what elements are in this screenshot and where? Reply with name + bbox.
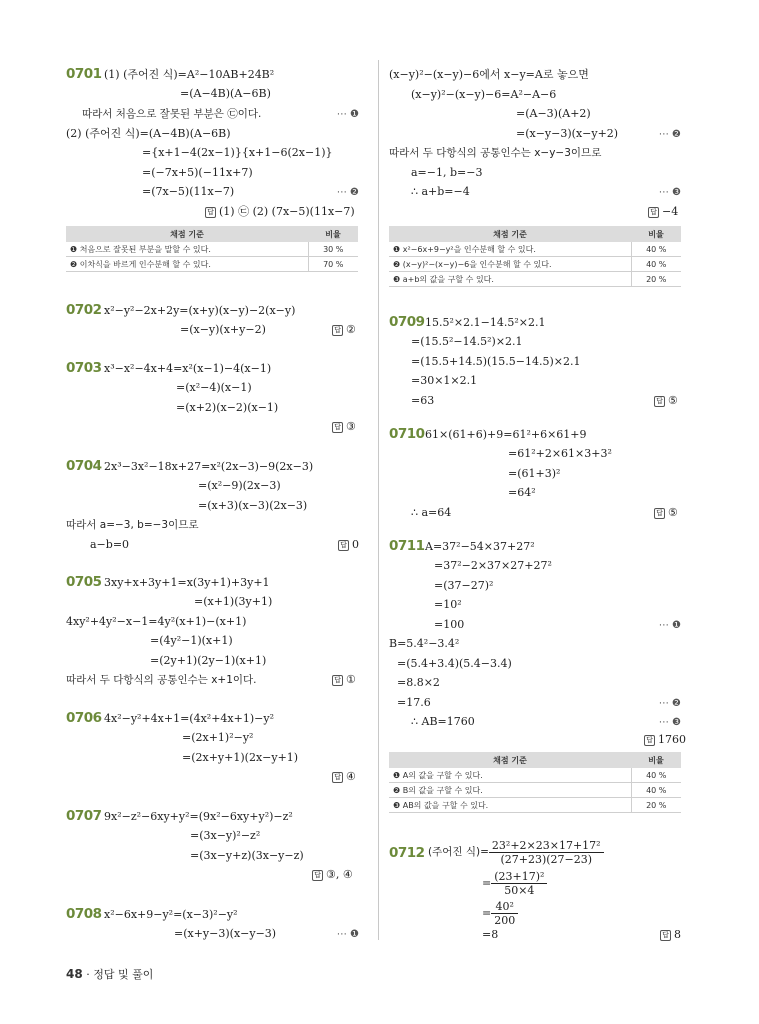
fraction: $\frac{\text{(23+17)²}}{50\times 4}$ (491, 870, 547, 897)
answer: 답 ② (332, 323, 356, 337)
table-header: 채점 기준 (389, 226, 631, 242)
solution-line: a=−1, b=−3 (411, 166, 483, 179)
solution-line: 따라서 두 다항식의 공통인수는 x+1이다. (66, 674, 257, 686)
answer: 답 (1) ㉢ (2) (7x−5)(11x−7) (205, 205, 355, 219)
solution-line: =37²−2×37×27+27² (434, 559, 552, 572)
fraction: $\frac{\text{23²+2×23×17+17²}}{(27+23)(27-23)}$ (489, 839, 604, 866)
step-marker: ⋯ ❷ (658, 698, 681, 709)
answer-icon: 답 (648, 207, 659, 218)
solution-line: =(5.4+3.4)(5.4−3.4) (397, 657, 512, 670)
problem-number: 0708 (66, 906, 102, 922)
solution-line: ∴ a=64 (411, 506, 452, 519)
answer: 답 0 (338, 538, 359, 552)
page-footer (66, 966, 153, 982)
table-row: ❸ AB의 값을 구할 수 있다. 20 % (389, 798, 681, 813)
problem-number: 0707 (66, 808, 102, 824)
solution-line: x³−x²−4x+4=x²(x−1)−4(x−1) (104, 362, 272, 375)
solution-line: =(2x+1)²−y² (182, 731, 254, 744)
solution-line: =(2y+1)(2y−1)(x+1) (150, 654, 267, 667)
answer-icon: 답 (312, 870, 323, 881)
answer: 답 ④ (332, 770, 356, 784)
solution-line: =(x−y−3)(x−y+2) (516, 127, 619, 140)
answer: 답 −4 (648, 205, 678, 219)
solution-line: =8 (482, 928, 499, 941)
answer: 답 ① (332, 673, 356, 687)
table-row: ❷ B의 값을 구할 수 있다. 40 % (389, 783, 681, 798)
table-row: ❶ A의 값을 구할 수 있다. 40 % (389, 768, 681, 783)
table-header: 비율 (631, 752, 681, 768)
problem-number: 0705 (66, 574, 102, 590)
table-row: ❶ 처음으로 잘못된 부분을 말할 수 있다. 30 % (66, 242, 358, 257)
step-marker: ⋯ ❷ (658, 129, 681, 140)
answer: 답 ③, ④ (312, 868, 353, 882)
solution-line: =(4y²−1)(x+1) (150, 634, 233, 647)
solution-line: =8.8×2 (397, 676, 440, 689)
solution-line: =(x+3)(x−3)(2x−3) (198, 499, 308, 512)
solution-line: =(x²−9)(2x−3) (198, 479, 281, 492)
problem-number: 0709 (389, 314, 425, 330)
solution-line: =(37−27)² (434, 579, 494, 592)
step-marker: ⋯ ❶ (336, 109, 359, 120)
problem-number: 0701 (66, 66, 102, 82)
answer: 답 8 (660, 928, 681, 942)
solution-line: =63 (411, 394, 435, 407)
solution-line: =100 (434, 618, 465, 631)
solution-line: 2x³−3x²−18x+27=x²(2x−3)−9(2x−3) (104, 460, 314, 473)
solution-line: =(A−3)(A+2) (516, 107, 591, 120)
table-row: ❷ 이차식을 바르게 인수분해 할 수 있다. 70 % (66, 257, 358, 272)
solution-line: =(x+2)(x−2)(x−1) (176, 401, 279, 414)
footer-title: 정답 및 풀이 (93, 968, 154, 981)
answer-icon: 답 (660, 930, 671, 941)
footer-separator: · (86, 968, 90, 981)
solution-line: x²−6x+9−y²=(x−3)²−y² (104, 908, 238, 921)
solution-line: =(x+1)(3y+1) (194, 595, 273, 608)
answer: 답 1760 (644, 733, 686, 747)
answer-icon: 답 (338, 540, 349, 551)
step-marker: ⋯ ❷ (336, 187, 359, 198)
problem-number: 0711 (389, 538, 425, 554)
solution-line: =(15.5²−14.5²)×2.1 (411, 335, 523, 348)
problem-number: 0703 (66, 360, 102, 376)
solution-line: =(2x+y+1)(2x−y+1) (182, 751, 299, 764)
solution-line: (1) (주어진 식)=A²−10AB+24B² (104, 68, 275, 81)
solution-line: 15.5²×2.1−14.5²×2.1 (425, 316, 546, 329)
solution-line: =(3x−y+z)(3x−y−z) (190, 849, 304, 862)
solution-line: 4xy²+4y²−x−1=4y²(x+1)−(x+1) (66, 615, 247, 628)
solution-line: a−b=0 (90, 538, 130, 551)
solution-line: ∴ a+b=−4 (411, 185, 470, 198)
answer-icon: 답 (332, 422, 343, 433)
table-row: ❸ a+b의 값을 구할 수 있다. 20 % (389, 272, 681, 287)
solution-line: 9x²−z²−6xy+y²=(9x²−6xy+y²)−z² (104, 810, 293, 823)
solution-line: = $\frac{\text{40²}}{200}$ (482, 900, 518, 927)
step-marker: ⋯ ❶ (658, 620, 681, 631)
solution-line: =17.6 (397, 696, 431, 709)
answer-icon: 답 (644, 735, 655, 746)
table-row: ❷ (x−y)²−(x−y)−6을 인수분해 할 수 있다. 40 % (389, 257, 681, 272)
answer-icon: 답 (654, 396, 665, 407)
solution-line: 4x²−y²+4x+1=(4x²+4x+1)−y² (104, 712, 274, 725)
solution-line: =(x−y)(x+y−2) (180, 323, 266, 336)
solution-line: 따라서 처음으로 잘못된 부분은 ㉢이다. (82, 108, 262, 120)
answer: 답 ③ (332, 420, 356, 434)
problem-number: 0712 (389, 845, 425, 861)
column-divider (378, 60, 379, 940)
step-marker: ⋯ ❸ (658, 187, 681, 198)
solution-line: 3xy+x+3y+1=x(3y+1)+3y+1 (104, 576, 270, 589)
solution-line: =(61+3)² (508, 467, 561, 480)
solution-line: =(15.5+14.5)(15.5−14.5)×2.1 (411, 355, 581, 368)
solution-line: =(7x−5)(11x−7) (142, 185, 235, 198)
answer-icon: 답 (205, 207, 216, 218)
solution-line: (x−y)²−(x−y)−6에서 x−y=A로 놓으면 (389, 68, 589, 81)
solution-line: x²−y²−2x+2y=(x+y)(x−y)−2(x−y) (104, 304, 296, 317)
problem-number: 0710 (389, 426, 425, 442)
solution-line: =(3x−y)²−z² (190, 829, 261, 842)
answer-icon: 답 (332, 675, 343, 686)
scoring-table (389, 226, 681, 287)
scoring-table (389, 752, 681, 813)
solution-line: =30×1×2.1 (411, 374, 478, 387)
solution-line: =(x²−4)(x−1) (176, 381, 252, 394)
solution-line: ∴ AB=1760 (411, 715, 475, 728)
solution-line: = $\frac{\text{(23+17)²}}{50\times 4}$ (482, 870, 547, 897)
solution-line: =10² (434, 598, 462, 611)
solution-line: 61×(61+6)+9=61²+6×61+9 (425, 428, 587, 441)
solution-line: ={x+1−4(2x−1)}{x+1−6(2x−1)} (142, 146, 333, 159)
solution-line: 따라서 a=−3, b=−3이므로 (66, 519, 199, 531)
answer-icon: 답 (654, 508, 665, 519)
step-marker: ⋯ ❶ (336, 929, 359, 940)
solution-line: =(x+y−3)(x−y−3) (174, 927, 277, 940)
fraction: $\frac{\text{40²}}{200}$ (491, 900, 518, 927)
problem-number: 0702 (66, 302, 102, 318)
solution-line: (주어진 식)= $\frac{\text{23²+2×23×17+17²}}{(27+23)(27-23)}$ (428, 838, 604, 866)
solution-line: A=37²−54×37+27² (425, 540, 535, 553)
answer-icon: 답 (332, 325, 343, 336)
solution-line: 따라서 두 다항식의 공통인수는 x−y−3이므로 (389, 147, 602, 159)
answer: 답 ⑤ (654, 506, 678, 520)
answer-icon: 답 (332, 772, 343, 783)
page-number: 48 (66, 967, 83, 981)
solution-line: =(A−4B)(A−6B) (180, 87, 271, 100)
answer: 답 ⑤ (654, 394, 678, 408)
step-marker: ⋯ ❸ (658, 717, 681, 728)
solution-line: =61²+2×61×3+3² (508, 447, 612, 460)
table-row: ❶ x²−6x+9−y²을 인수분해 할 수 있다. 40 % (389, 242, 681, 257)
table-header: 채점 기준 (66, 226, 308, 242)
solution-line: (2) (주어진 식)=(A−4B)(A−6B) (66, 127, 231, 140)
solution-line: B=5.4²−3.4² (389, 637, 460, 650)
problem-number: 0706 (66, 710, 102, 726)
table-header: 채점 기준 (389, 752, 631, 768)
solution-line: =64² (508, 486, 536, 499)
problem-number: 0704 (66, 458, 102, 474)
solution-line: (x−y)²−(x−y)−6=A²−A−6 (411, 88, 557, 101)
table-header: 비율 (631, 226, 681, 242)
solution-line: =(−7x+5)(−11x+7) (142, 166, 253, 179)
table-header: 비율 (308, 226, 358, 242)
scoring-table (66, 226, 358, 272)
